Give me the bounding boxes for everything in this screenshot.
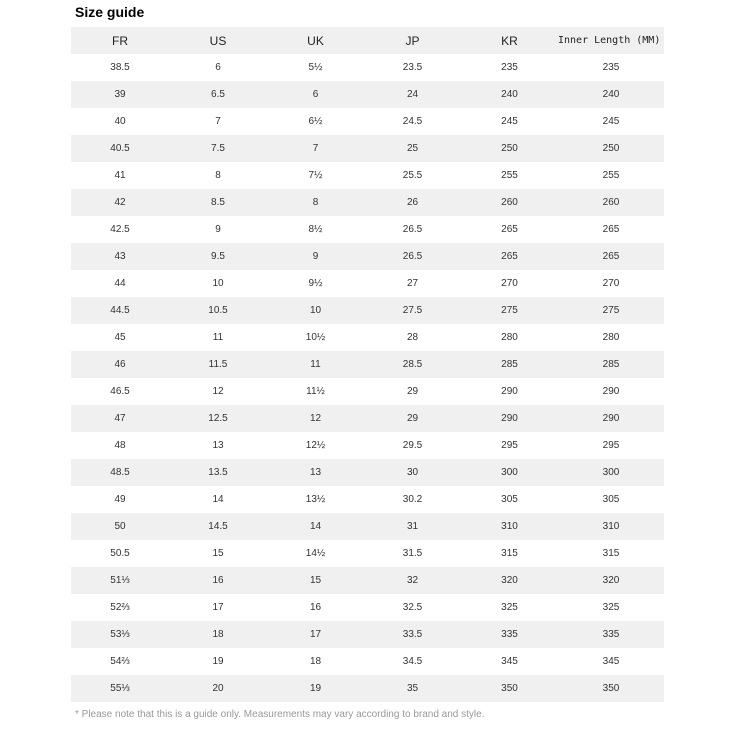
table-cell: 6.5: [211, 89, 225, 100]
table-cell: 290: [501, 386, 518, 397]
column-header-uk: UK: [307, 33, 324, 48]
table-cell: 350: [501, 683, 518, 694]
table-cell: 48: [114, 440, 126, 451]
table-cell: 8.5: [211, 197, 225, 208]
table-cell: 24: [406, 89, 419, 100]
table-cell: 10: [212, 278, 224, 289]
table-cell: 51⅓: [110, 575, 130, 586]
table-row: [71, 108, 664, 135]
column-header-fr: FR: [112, 33, 128, 48]
table-cell: 320: [602, 575, 620, 586]
table-cell: 14: [212, 494, 224, 505]
table-cell: 7½: [308, 170, 323, 181]
table-cell: 305: [501, 494, 518, 505]
table-cell: 240: [501, 89, 518, 100]
table-cell: 290: [602, 413, 620, 424]
table-cell: 8½: [308, 224, 323, 235]
table-cell: 12.5: [208, 413, 228, 424]
table-cell: 30.2: [402, 494, 423, 505]
table-cell: 18: [212, 629, 224, 640]
table-cell: 43: [114, 251, 126, 262]
table-cell: 26.5: [402, 251, 423, 262]
table-cell: 6: [215, 62, 221, 73]
table-cell: 11.5: [208, 359, 228, 370]
table-row: [71, 324, 664, 351]
table-cell: 27.5: [402, 305, 423, 316]
table-cell: 49: [114, 494, 126, 505]
table-row: [71, 351, 664, 378]
table-cell: 26: [406, 197, 419, 208]
table-cell: 260: [602, 197, 620, 208]
table-cell: 50.5: [110, 548, 130, 559]
table-cell: 31: [406, 521, 419, 532]
table-cell: 285: [602, 359, 620, 370]
table-cell: 335: [501, 629, 518, 640]
table-cell: 15: [309, 575, 322, 586]
table-cell: 35: [406, 683, 419, 694]
table-cell: 280: [501, 332, 518, 343]
table-cell: 11: [310, 359, 321, 370]
table-cell: 40.5: [110, 143, 130, 154]
table-row: [71, 486, 664, 513]
table-cell: 6: [312, 89, 319, 100]
table-cell: 275: [602, 305, 620, 316]
table-cell: 12: [309, 413, 322, 424]
table-cell: 265: [602, 224, 620, 235]
table-row: [71, 648, 664, 675]
table-cell: 48.5: [110, 467, 130, 478]
table-row: [71, 675, 664, 702]
table-cell: 5½: [308, 62, 323, 73]
table-cell: 38.5: [110, 62, 130, 73]
table-cell: 290: [501, 413, 518, 424]
table-row: [71, 189, 664, 216]
table-cell: 270: [501, 278, 518, 289]
table-cell: 34.5: [402, 656, 423, 667]
table-cell: 44: [114, 278, 126, 289]
table-cell: 24.5: [402, 116, 423, 127]
table-cell: 300: [602, 467, 620, 478]
table-row: [71, 594, 664, 621]
table-cell: 7.5: [211, 143, 225, 154]
table-cell: 305: [602, 494, 620, 505]
table-row: [71, 162, 664, 189]
table-cell: 40: [114, 116, 126, 127]
table-cell: 320: [501, 575, 518, 586]
table-cell: 315: [501, 548, 518, 559]
table-cell: 12: [212, 386, 224, 397]
table-cell: 16: [212, 575, 224, 586]
table-cell: 11½: [306, 386, 325, 397]
table-row: [71, 459, 664, 486]
table-cell: 11: [212, 332, 224, 343]
table-row: [71, 54, 664, 81]
table-cell: 10½: [305, 332, 326, 343]
table-cell: 13½: [305, 494, 326, 505]
table-cell: 42.5: [110, 224, 130, 235]
column-header-inner-length: Inner Length (MM): [558, 35, 661, 46]
table-cell: 39: [114, 89, 126, 100]
table-cell: 32.5: [402, 602, 423, 613]
table-cell: 8: [215, 170, 221, 181]
table-cell: 30: [406, 467, 419, 478]
table-cell: 265: [602, 251, 620, 262]
table-cell: 345: [602, 656, 620, 667]
table-cell: 245: [602, 116, 620, 127]
table-cell: 42: [114, 197, 126, 208]
table-cell: 270: [602, 278, 620, 289]
table-cell: 285: [501, 359, 518, 370]
table-cell: 45: [114, 332, 126, 343]
table-cell: 295: [501, 440, 518, 451]
table-cell: 46: [114, 359, 126, 370]
table-cell: 7: [215, 116, 221, 127]
table-cell: 47: [114, 413, 126, 424]
size-table: [71, 27, 664, 702]
table-cell: 26.5: [402, 224, 423, 235]
table-cell: 235: [501, 62, 518, 73]
table-cell: 335: [602, 629, 620, 640]
table-cell: 20: [212, 683, 224, 694]
table-cell: 325: [602, 602, 620, 613]
table-cell: 315: [602, 548, 620, 559]
disclaimer-note: * Please note that this is a guide only. Measurements may vary according to brand and style.: [75, 709, 485, 720]
table-row: [71, 297, 664, 324]
table-cell: 350: [602, 683, 620, 694]
column-header-us: US: [209, 33, 227, 48]
column-header-jp: JP: [405, 33, 420, 48]
table-body: [71, 54, 664, 702]
table-cell: 23.5: [402, 62, 423, 73]
table-cell: 250: [501, 143, 518, 154]
table-cell: 310: [602, 521, 620, 532]
table-cell: 9.5: [211, 251, 225, 262]
table-row: [71, 135, 664, 162]
table-cell: 275: [501, 305, 518, 316]
table-cell: 245: [501, 116, 518, 127]
table-cell: 52⅔: [110, 602, 130, 613]
table-cell: 345: [501, 656, 518, 667]
table-cell: 19: [212, 656, 224, 667]
table-cell: 250: [602, 143, 620, 154]
table-row: [71, 405, 664, 432]
table-cell: 29: [406, 413, 419, 424]
table-cell: 32: [406, 575, 419, 586]
column-header-kr: KR: [501, 33, 518, 48]
table-cell: 46.5: [110, 386, 130, 397]
table-cell: 13.5: [208, 467, 228, 478]
table-cell: 6½: [308, 116, 323, 127]
table-cell: 265: [501, 224, 518, 235]
table-cell: 29: [406, 386, 419, 397]
table-cell: 295: [602, 440, 620, 451]
table-cell: 10: [309, 305, 322, 316]
table-cell: 7: [312, 143, 319, 154]
table-cell: 10.5: [208, 305, 228, 316]
table-cell: 29.5: [402, 440, 423, 451]
table-row: [71, 243, 664, 270]
table-row: [71, 432, 664, 459]
table-cell: 17: [212, 602, 224, 613]
table-cell: 28: [406, 332, 419, 343]
table-cell: 12½: [305, 440, 326, 451]
table-row: [71, 621, 664, 648]
table-cell: 16: [309, 602, 322, 613]
table-cell: 25: [406, 143, 419, 154]
table-cell: 50: [114, 521, 126, 532]
table-row: [71, 378, 664, 405]
table-cell: 25.5: [402, 170, 423, 181]
table-cell: 41: [114, 170, 126, 181]
table-cell: 17: [309, 629, 322, 640]
table-cell: 310: [501, 521, 518, 532]
table-cell: 18: [309, 656, 322, 667]
table-row: [71, 216, 664, 243]
table-cell: 265: [501, 251, 518, 262]
table-cell: 300: [501, 467, 518, 478]
table-cell: 240: [602, 89, 620, 100]
table-cell: 19: [309, 683, 322, 694]
table-cell: 13: [309, 467, 322, 478]
table-row: [71, 270, 664, 297]
table-cell: 9: [215, 224, 221, 235]
table-cell: 14.5: [208, 521, 228, 532]
table-cell: 9: [312, 251, 319, 262]
table-cell: 14½: [305, 548, 326, 559]
table-cell: 44.5: [110, 305, 130, 316]
table-cell: 31.5: [402, 548, 423, 559]
table-cell: 28.5: [402, 359, 423, 370]
table-cell: 235: [602, 62, 620, 73]
table-row: [71, 81, 664, 108]
table-row: [71, 567, 664, 594]
table-cell: 255: [501, 170, 518, 181]
table-row: [71, 513, 664, 540]
table-cell: 290: [602, 386, 620, 397]
table-cell: 260: [501, 197, 518, 208]
table-cell: 14: [309, 521, 322, 532]
table-cell: 53⅓: [110, 629, 130, 640]
table-cell: 33.5: [402, 629, 423, 640]
table-row: [71, 540, 664, 567]
table-cell: 8: [312, 197, 319, 208]
table-cell: 255: [602, 170, 620, 181]
table-cell: 15: [212, 548, 224, 559]
table-header-row: [71, 27, 664, 54]
table-cell: 9½: [308, 278, 323, 289]
table-cell: 325: [501, 602, 518, 613]
table-cell: 280: [602, 332, 620, 343]
table-cell: 13: [212, 440, 224, 451]
table-cell: 27: [406, 278, 419, 289]
table-cell: 55⅓: [110, 683, 130, 694]
page-title: Size guide: [75, 4, 145, 20]
table-cell: 54⅔: [110, 656, 130, 667]
